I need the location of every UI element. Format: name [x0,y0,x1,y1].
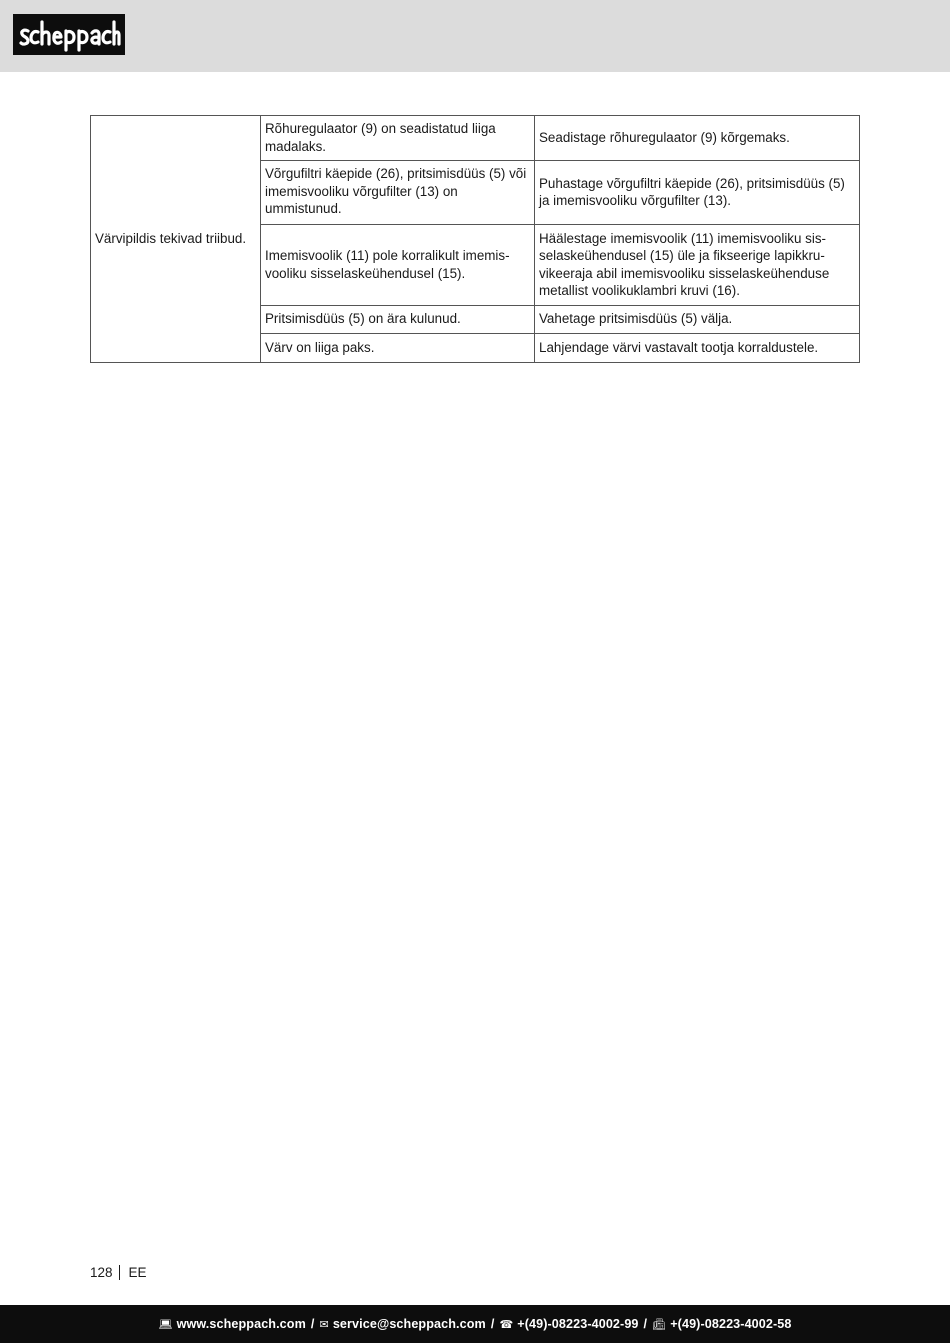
footer-separator: / [643,1317,648,1331]
footer-contact-bar [0,1305,950,1343]
brand-logo [13,14,125,55]
language-code: EE [128,1265,147,1280]
phone-icon: ☎︎ [499,1318,514,1331]
troubleshooting-table [90,115,860,363]
cause-cell: Värv on liiga paks. [261,334,535,363]
footer-fax: +(49)-08223-4002-58 [670,1317,792,1331]
cause-cell: Rõhuregulaator (9) on seadistatud liiga madalaks. [261,116,535,161]
footer-website[interactable]: www.scheppach.com [176,1317,306,1331]
cause-cell: Võrgufiltri käepide (26), pritsimisdüüs (5) või imemisvooliku võrgufilter (13) on ummistunud. [261,161,535,225]
page-number: 128 [90,1265,113,1280]
logo-wordmark [17,18,121,52]
remedy-cell: Lahjendage värvi vastavalt tootja korraldustele. [535,334,860,363]
page-divider [119,1265,120,1280]
remedy-cell: Häälestage imemisvoolik (11) imemisvooliku sis-selaskeühendusel (15) üle ja fikseerige lapikkru-vikeeraja abil imemisvooliku sisselaskeühenduse metallist voolikuklambri kruvi (16). [535,225,860,306]
footer-email[interactable]: service@scheppach.com [332,1317,486,1331]
table-row [91,116,860,161]
email-icon: ✉︎ [319,1318,329,1331]
remedy-cell: Vahetage pritsimisdüüs (5) välja. [535,306,860,334]
symptom-cell: Värvipildis tekivad triibud. [91,116,261,363]
cause-cell: Pritsimisdüüs (5) on ära kulunud. [261,306,535,334]
remedy-cell: Puhastage võrgufiltri käepide (26), pritsimisdüüs (5) ja imemisvooliku võrgufilter (13). [535,161,860,225]
computer-icon: 💻︎ [158,1318,173,1331]
footer-separator: / [490,1317,495,1331]
fax-icon: 📠︎ [652,1318,667,1331]
cause-cell: Imemisvoolik (11) pole korralikult imemis-vooliku sisselaskeühendusel (15). [261,225,535,306]
page-reference [90,1265,147,1280]
footer-separator: / [310,1317,315,1331]
header-band [0,0,950,72]
remedy-cell: Seadistage rõhuregulaator (9) kõrgemaks. [535,116,860,161]
footer-phone: +(49)-08223-4002-99 [517,1317,639,1331]
